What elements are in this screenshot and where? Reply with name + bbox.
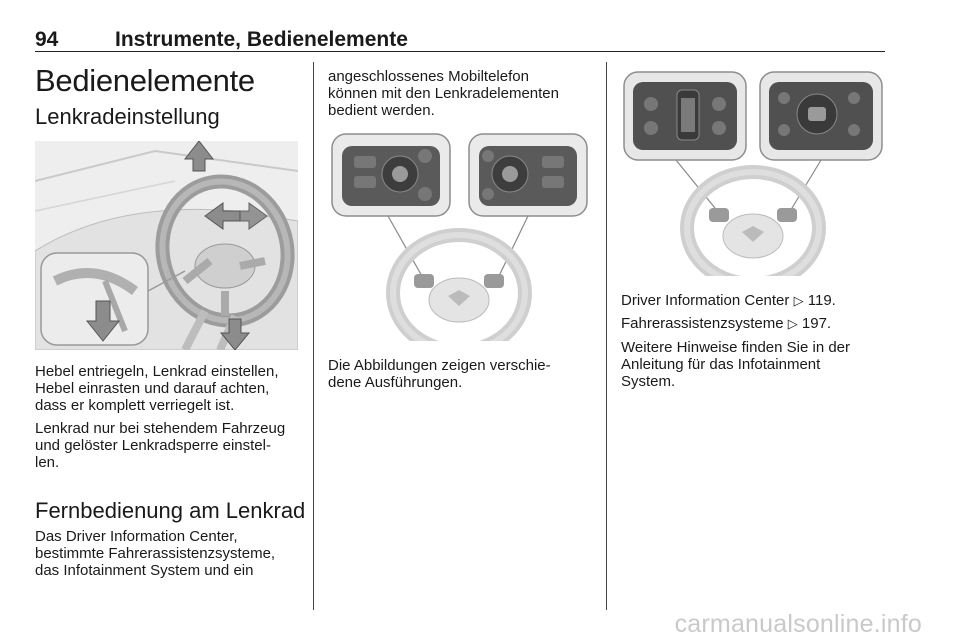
paragraph-infotainment-note: Weitere Hinweise finden Sie in der Anleitung für das Infotainment System. — [621, 339, 851, 390]
heading-fernbedienung: Fernbedienung am Lenkrad — [35, 498, 306, 523]
reference-fahrerassistenzsysteme[interactable]: Fahrerassistenzsysteme ▷ 197. — [621, 315, 832, 332]
page-reference-arrow-icon: ▷ — [793, 293, 804, 308]
reference-driver-information-center[interactable]: Driver Information Center ▷ 119. — [621, 292, 836, 309]
column-divider-1 — [313, 62, 314, 610]
heading-bedienelemente: Bedienelemente — [35, 63, 255, 98]
paragraph-remote-intro: Das Driver Information Center, bestimmte Fahrerassistenzsysteme, das Infotainment System und ein — [35, 528, 276, 579]
column-divider-2 — [606, 62, 607, 610]
figure-caption: Die Abbildungen zeigen verschie- dene Ausführungen. — [328, 357, 551, 391]
section-title: Instrumente, Bedienelemente — [115, 28, 408, 51]
steering-adjustment-illustration — [35, 141, 298, 350]
steering-controls-illustration-b — [621, 68, 885, 276]
watermark: carmanualsonline.info — [674, 610, 922, 638]
paragraph-remote-continued: angeschlossenes Mobiltelefon können mit den Lenkradelementen bedient werden. — [328, 68, 559, 119]
steering-controls-illustration-a — [328, 128, 591, 341]
page-number: 94 — [35, 28, 59, 51]
heading-lenkradeinstellung: Lenkradeinstellung — [35, 104, 220, 129]
paragraph-stationary-warning: Lenkrad nur bei stehendem Fahrzeug und gelöster Lenkradsperre einstel- len. — [35, 420, 286, 471]
page-reference-arrow-icon: ▷ — [787, 316, 798, 331]
paragraph-adjust-instructions: Hebel entriegeln, Lenkrad einstellen, Hebel einrasten und darauf achten, dass er komplett verriegelt ist. — [35, 363, 279, 414]
header-rule — [35, 51, 885, 52]
